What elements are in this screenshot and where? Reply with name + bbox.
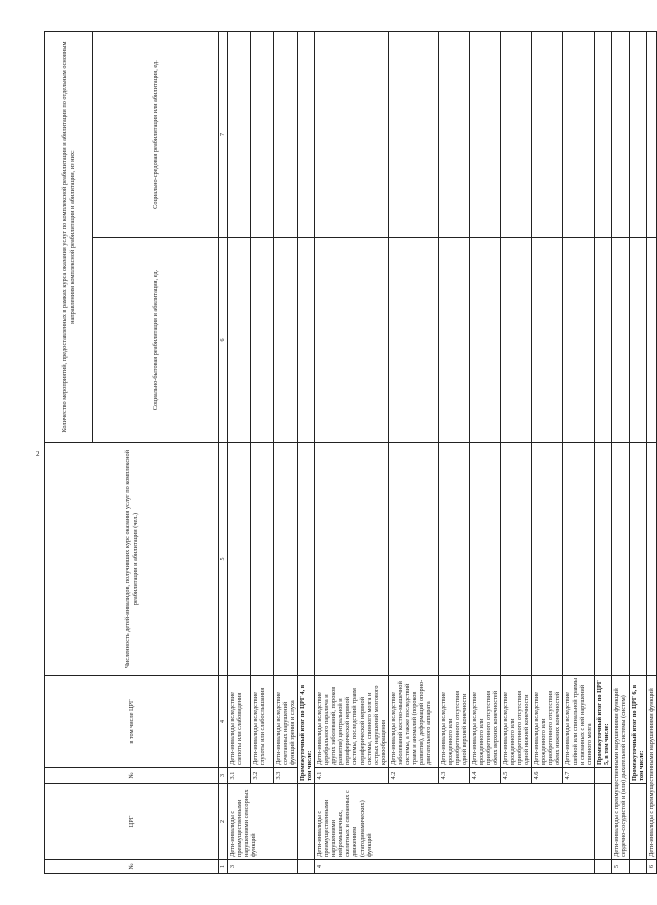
table-row bbox=[388, 32, 438, 874]
cell-household bbox=[563, 238, 594, 443]
cell-environment bbox=[629, 32, 646, 238]
group-5-name: Дети-инвалиды с преимущественными нарушениями функций сердечно-сосудистой и (или) дыхательной системы (систем) bbox=[611, 676, 629, 860]
subtotal-empty bbox=[629, 860, 646, 874]
cell-household bbox=[629, 238, 646, 443]
header-social-environment: Социально-средовая реабилитация или абилитация, ед. bbox=[93, 32, 219, 238]
cell-count bbox=[228, 443, 251, 676]
cell-household bbox=[594, 238, 611, 443]
cell-count bbox=[629, 443, 646, 676]
subtotal-row bbox=[594, 32, 611, 874]
rotated-table-wrapper bbox=[44, 32, 655, 874]
cell-household bbox=[274, 238, 298, 443]
sub-no: 3.1 bbox=[228, 768, 251, 784]
group-4-name: Дети-инвалиды с преимущественными нарушениями нейромышечных, скелетных и связанных с движением (статодинамических) функций bbox=[315, 784, 594, 860]
sub-no: 4.3 bbox=[438, 768, 469, 784]
col-num-5: 5 bbox=[219, 443, 228, 676]
sub-text: Дети-инвалиды вследствие глухоты или слабослышания bbox=[251, 676, 274, 768]
cell-environment bbox=[501, 32, 532, 238]
rotated-sheet bbox=[44, 32, 655, 874]
cell-environment bbox=[646, 32, 656, 238]
cell-household bbox=[532, 238, 563, 443]
col-num-2: 2 bbox=[219, 784, 228, 860]
sub-no: 4.2 bbox=[388, 768, 438, 784]
cell-household bbox=[646, 238, 656, 443]
table-row bbox=[611, 32, 629, 874]
sub-text: Дети-инвалиды вследствие сочетанных нарушений функций зрения и слуха bbox=[274, 676, 298, 768]
cell-environment bbox=[274, 32, 298, 238]
group-6-no: 6 bbox=[646, 860, 656, 874]
cell-count bbox=[251, 443, 274, 676]
cell-environment bbox=[228, 32, 251, 238]
cell-count bbox=[563, 443, 594, 676]
cell-environment bbox=[438, 32, 469, 238]
cell-environment bbox=[563, 32, 594, 238]
col-num-1: 1 bbox=[219, 860, 228, 874]
subtotal-label: Промежуточный итог по ЦРГ 6, в том числе: bbox=[629, 676, 646, 784]
subtotal-empty bbox=[629, 784, 646, 860]
cell-household bbox=[251, 238, 274, 443]
cell-count bbox=[388, 443, 438, 676]
col-num-6: 6 bbox=[219, 238, 228, 443]
header-no-in: № bbox=[45, 768, 219, 784]
page-number: 2 bbox=[36, 450, 40, 458]
sub-text: Дети-инвалиды вследствие заболеваний костно-мышечной системы, а также последствий травм и аномалий (пороков развития), деформаций опорно-двигательного аппарата bbox=[388, 676, 438, 768]
table-row bbox=[532, 32, 563, 874]
table-row bbox=[501, 32, 532, 874]
cell-household bbox=[438, 238, 469, 443]
cell-household bbox=[388, 238, 438, 443]
rehabilitation-table bbox=[44, 31, 657, 874]
table-row bbox=[251, 32, 274, 874]
group-4-no: 4 bbox=[315, 860, 594, 874]
cell-environment bbox=[532, 32, 563, 238]
sub-no: 4.5 bbox=[501, 768, 532, 784]
header-cpg: ЦРГ bbox=[45, 784, 219, 860]
table-row bbox=[563, 32, 594, 874]
cell-environment bbox=[611, 32, 629, 238]
cell-environment bbox=[469, 32, 500, 238]
cell-environment bbox=[594, 32, 611, 238]
subtotal-row bbox=[629, 32, 646, 874]
cell-environment bbox=[251, 32, 274, 238]
group-3-no: 3 bbox=[228, 860, 298, 874]
cell-household bbox=[469, 238, 500, 443]
subtotal-label: Промежуточный итог по ЦРГ 5, в том числе: bbox=[594, 676, 611, 768]
sub-text: Дети-инвалиды вследствие врожденного или приобретенного отсутствия обеих нижних конечностей bbox=[532, 676, 563, 768]
cell-environment bbox=[388, 32, 438, 238]
col-num-7: 7 bbox=[219, 32, 228, 238]
col-num-4: 4 bbox=[219, 676, 228, 768]
subtotal-row bbox=[298, 32, 315, 874]
subtotal-empty bbox=[298, 784, 315, 860]
header-events-count: Количество мероприятий, предоставленных в рамках курса оказания услуг по комплексной реабилитации и абилитации по отдельным основным направлениям комплексной реабилитации и абилитации, из них: bbox=[45, 32, 93, 443]
group-5-no: 5 bbox=[611, 860, 629, 874]
sub-no: 4.7 bbox=[563, 768, 594, 784]
sub-no: 4.4 bbox=[469, 768, 500, 784]
header-in-cpg: в том числе ЦРГ bbox=[45, 676, 219, 768]
col-num-3: 3 bbox=[219, 768, 228, 784]
table-row bbox=[646, 32, 656, 874]
sub-text: Дети-инвалиды вследствие врожденного или приобретенного отсутствия одной верхней конечности bbox=[438, 676, 469, 768]
cell-count bbox=[469, 443, 500, 676]
cell-household bbox=[315, 238, 388, 443]
cell-environment bbox=[315, 32, 388, 238]
subtotal-empty bbox=[594, 768, 611, 784]
sub-text: Дети-инвалиды вследствие врожденного или приобретенного отсутствия обеих верхних конечностей bbox=[469, 676, 500, 768]
header-social-household: Социально-бытовая реабилитация и абилитация, ед. bbox=[93, 238, 219, 443]
table-row bbox=[274, 32, 298, 874]
subtotal-empty bbox=[594, 784, 611, 860]
cell-count bbox=[315, 443, 388, 676]
column-number-row bbox=[219, 32, 228, 874]
group-6-name: Дети-инвалиды с преимущественными нарушениями функций bbox=[646, 676, 656, 860]
cell-household bbox=[298, 238, 315, 443]
table-row bbox=[315, 32, 388, 874]
group-3-name: Дети-инвалиды с преимущественными нарушениями сенсорных функций bbox=[228, 784, 298, 860]
cell-count bbox=[298, 443, 315, 676]
cell-count bbox=[438, 443, 469, 676]
subtotal-label: Промежуточный итог по ЦРГ 4, в том числе: bbox=[298, 676, 315, 784]
sub-text: Дети-инвалиды вследствие врожденного или приобретенного отсутствия одной нижней конечности bbox=[501, 676, 532, 768]
cell-count bbox=[274, 443, 298, 676]
subtotal-empty bbox=[594, 860, 611, 874]
sub-text: Дети-инвалиды вследствие церебрального паралича и других заболеваний, пороков развития) центральной и периферической нервной системы, последствий травм периферической нервной системы, спинного мозга и острых нарушений мозгового кровообращения bbox=[315, 676, 388, 768]
sub-no: 3.2 bbox=[251, 768, 274, 784]
header-row-top bbox=[45, 32, 93, 874]
cell-count bbox=[594, 443, 611, 676]
cell-household bbox=[611, 238, 629, 443]
sub-no: 4.1 bbox=[315, 768, 388, 784]
table-row bbox=[228, 32, 251, 874]
cell-count bbox=[611, 443, 629, 676]
header-children-count: Численность детей-инвалидов, получивших курс оказания услуг по комплексной реабилитации и абилитации (чел.) bbox=[45, 443, 219, 676]
subtotal-empty bbox=[298, 860, 315, 874]
sub-text: Дети-инвалиды вследствие слепоты или слабовидения bbox=[228, 676, 251, 768]
cell-count bbox=[501, 443, 532, 676]
cell-count bbox=[646, 443, 656, 676]
sub-text: Дети-инвалиды вследствие шейной или спинальной травмы и связанных с ней нарушений спинного мозга bbox=[563, 676, 594, 768]
sub-no: 4.6 bbox=[532, 768, 563, 784]
table-row bbox=[438, 32, 469, 874]
cell-environment bbox=[298, 32, 315, 238]
cell-count bbox=[532, 443, 563, 676]
header-no: № bbox=[45, 860, 219, 874]
table-row bbox=[469, 32, 500, 874]
cell-household bbox=[501, 238, 532, 443]
cell-household bbox=[228, 238, 251, 443]
sub-no: 3.3 bbox=[274, 768, 298, 784]
